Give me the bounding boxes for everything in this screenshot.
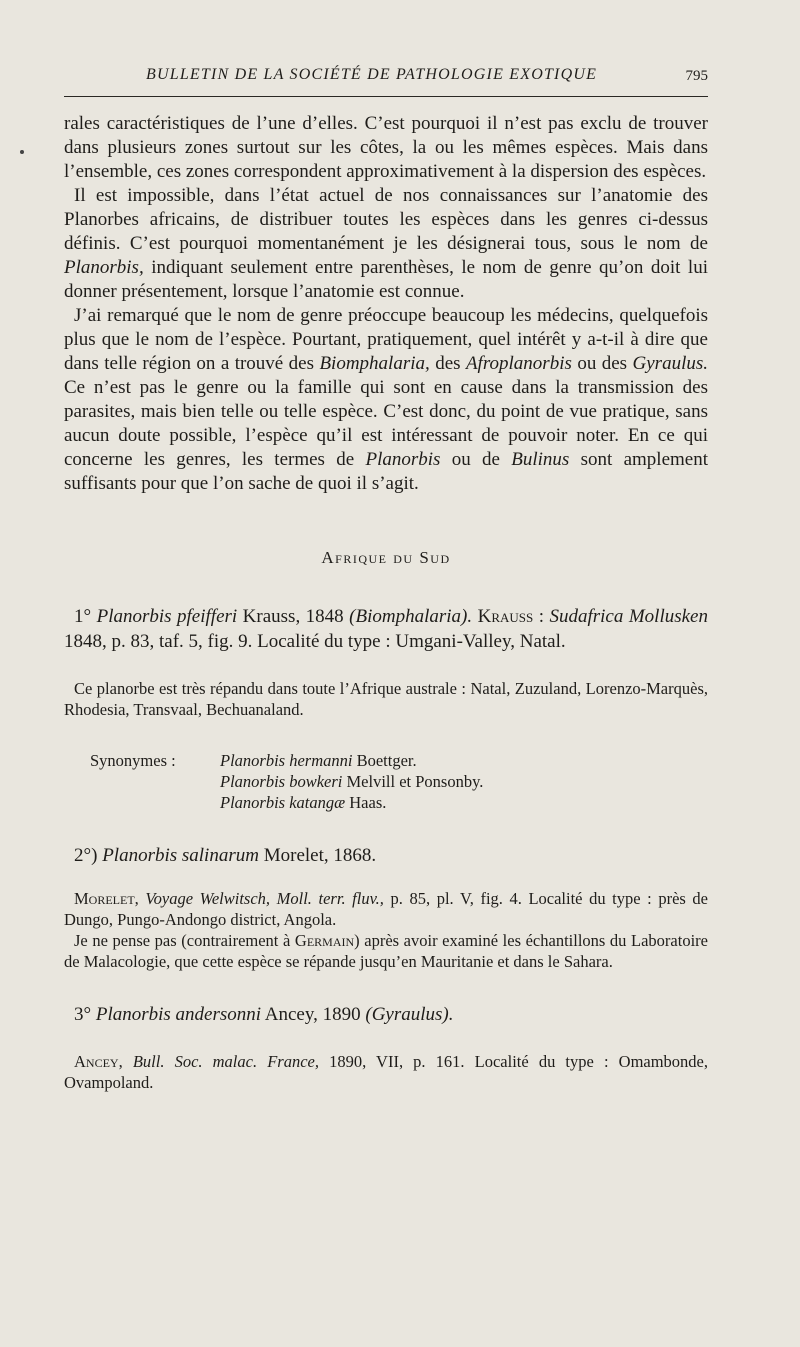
synonym-2-author: Melvill et Ponsonby. [342, 772, 484, 791]
entry-2-reference [64, 888, 708, 930]
entry-2-note-a: Je ne pense pas (contrairement à [74, 931, 295, 950]
genus-bulinus: Bulinus [511, 449, 570, 470]
entry-2-note-author: Germain [294, 931, 355, 950]
paragraph-3-text-a: J’ai remarqué que le nom de genre préoccupe beaucoup les médecins, quelquefois plus que le nom de l’espèce. Pourtant, pratiquement, quel intérêt y a-t-il à dire que dans telle région on a trouvé des [64, 305, 708, 374]
genus-planorbis-2: Planorbis [365, 449, 441, 470]
genus-afroplanorbis: Afroplanorbis [465, 353, 572, 374]
page-number: 795 [685, 68, 708, 84]
entry-3-reference [64, 1051, 708, 1093]
entry-3-ref-details: 1890, VII, p. 161. Localité du type : Omambonde, Ovampoland. [64, 1052, 709, 1092]
paragraph-1: rales caractéristiques de l’une d’elles. C’est pourquoi il n’est pas exclu de trouver dans plusieurs zones surtout sur les côtes, la ou les mêmes espèces. Mais dans l’ensemble, ces zones correspondent approximativement à la dispersion des espèces. [64, 113, 708, 182]
synonym-1-author: Boettger. [352, 751, 417, 770]
synonyms-block [90, 750, 708, 813]
paragraph-2-text-b: indiquant seulement entre parenthèses, le nom de genre qu’on doit lui donner présentement, lorsque l’anatomie est connue. [64, 257, 708, 302]
entry-2-number: 2°) [74, 845, 98, 866]
synonym-3 [220, 792, 386, 813]
synonym-2-name: Planorbis bowkeri [220, 772, 343, 791]
entry-2-note-b: ) après avoir examiné les échantillons du Laboratoire de Malacologie, que cette espèce se répande jusqu’en Mauritanie et dans le Sahara. [64, 931, 708, 971]
entry-2-ref-author: Morelet, [74, 889, 139, 908]
entry-2-author: Morelet, 1868. [258, 845, 377, 866]
synonym-row [90, 750, 708, 771]
entry-3-ref-title: Bull. Soc. malac. France, [132, 1052, 319, 1071]
paragraph-2 [64, 184, 708, 304]
entry-3-number: 3° [74, 1004, 92, 1025]
entry-1-note: Ce planorbe est très répandu dans toute l’Afrique australe : Natal, Zuzuland, Lorenzo-Marquès, Rhodesia, Transvaal, Bechuanaland. [64, 679, 708, 719]
paragraph-2-text-a: Il est impossible, dans l’état actuel de nos connaissances sur l’anatomie des Planorbes africains, de distribuer toutes les espèces dans les genres ci-dessus définis. C’est pourquoi momentanément je les désignerai tous, sous le nom de [64, 185, 708, 254]
genus-planorbis: Planorbis, [64, 257, 144, 278]
section-title: Afrique du Sud [321, 548, 451, 567]
genus-gyraulus: Gyraulus. [632, 353, 708, 374]
entry-2-species: Planorbis salinarum [102, 845, 259, 866]
margin-mark [20, 150, 24, 154]
entry-3-author: Ancey, 1890 [261, 1004, 366, 1025]
paragraph-3-text-c: ou des [571, 353, 633, 374]
entry-2-heading [64, 843, 708, 868]
synonym-row [90, 792, 708, 813]
entry-3-ref-author: Ancey, [74, 1052, 123, 1071]
entry-1-ref-sep: : [533, 606, 550, 627]
entry-3-heading [64, 1002, 708, 1027]
paragraph-3-text-f: sont amplement suffisants pour que l’on sache de quoi il s’agit. [64, 449, 708, 494]
entry-1-number: 1° [74, 606, 92, 627]
entry-2-note [64, 930, 708, 972]
entry-2-ref-details: p. 85, pl. V, fig. 4. Localité du type : près de Dungo, Pungo-Andongo district, Angola. [64, 889, 709, 929]
synonym-row [90, 771, 708, 792]
genus-biomphalaria: Biomphalaria, [319, 353, 430, 374]
entry-1-ref-author: Krauss [472, 606, 534, 627]
paragraph-3-text-e: ou de [440, 449, 512, 470]
paragraph-3-text-d: Ce n’est pas le genre ou la famille qui sont en cause dans la transmission des parasites, mais bien telle ou telle espèce. C’est donc, du point de vue pratique, sans aucun doute possible, l’espèce qu’il est intéressant de pouvoir noter. En ce qui concerne les genres, les termes de [64, 377, 708, 470]
page-header [64, 66, 708, 97]
entry-1-species: Planorbis pfeifferi [96, 606, 238, 627]
body-text [64, 112, 708, 1093]
synonym-1-name: Planorbis hermanni [220, 751, 353, 770]
entry-1-heading [64, 604, 708, 654]
running-title: BULLETIN DE LA SOCIÉTÉ DE PATHOLOGIE EXOTIQUE [146, 66, 598, 83]
entry-2-ref-title: Voyage Welwitsch, Moll. terr. fluv., [145, 889, 384, 908]
synonyms-label: Synonymes : [90, 751, 176, 770]
entry-1-ref-details: 1848, p. 83, taf. 5, fig. 9. Localité du type : Umgani-Valley, Natal. [64, 631, 566, 652]
synonym-1 [220, 750, 417, 771]
synonym-2 [220, 771, 483, 792]
synonym-3-name: Planorbis katangæ [220, 793, 346, 812]
entry-3-species: Planorbis andersonni [95, 1004, 262, 1025]
paragraph-3 [64, 304, 708, 496]
entry-1-ref-title: Sudafrica Mollusken [549, 606, 708, 627]
entry-1-genus: (Biomphalaria). [349, 606, 473, 627]
paragraph-3-text-b: des [429, 353, 466, 374]
entry-3-genus: (Gyraulus). [365, 1004, 454, 1025]
entry-1-author: Krauss, 1848 [237, 606, 350, 627]
synonym-3-author: Haas. [345, 793, 387, 812]
